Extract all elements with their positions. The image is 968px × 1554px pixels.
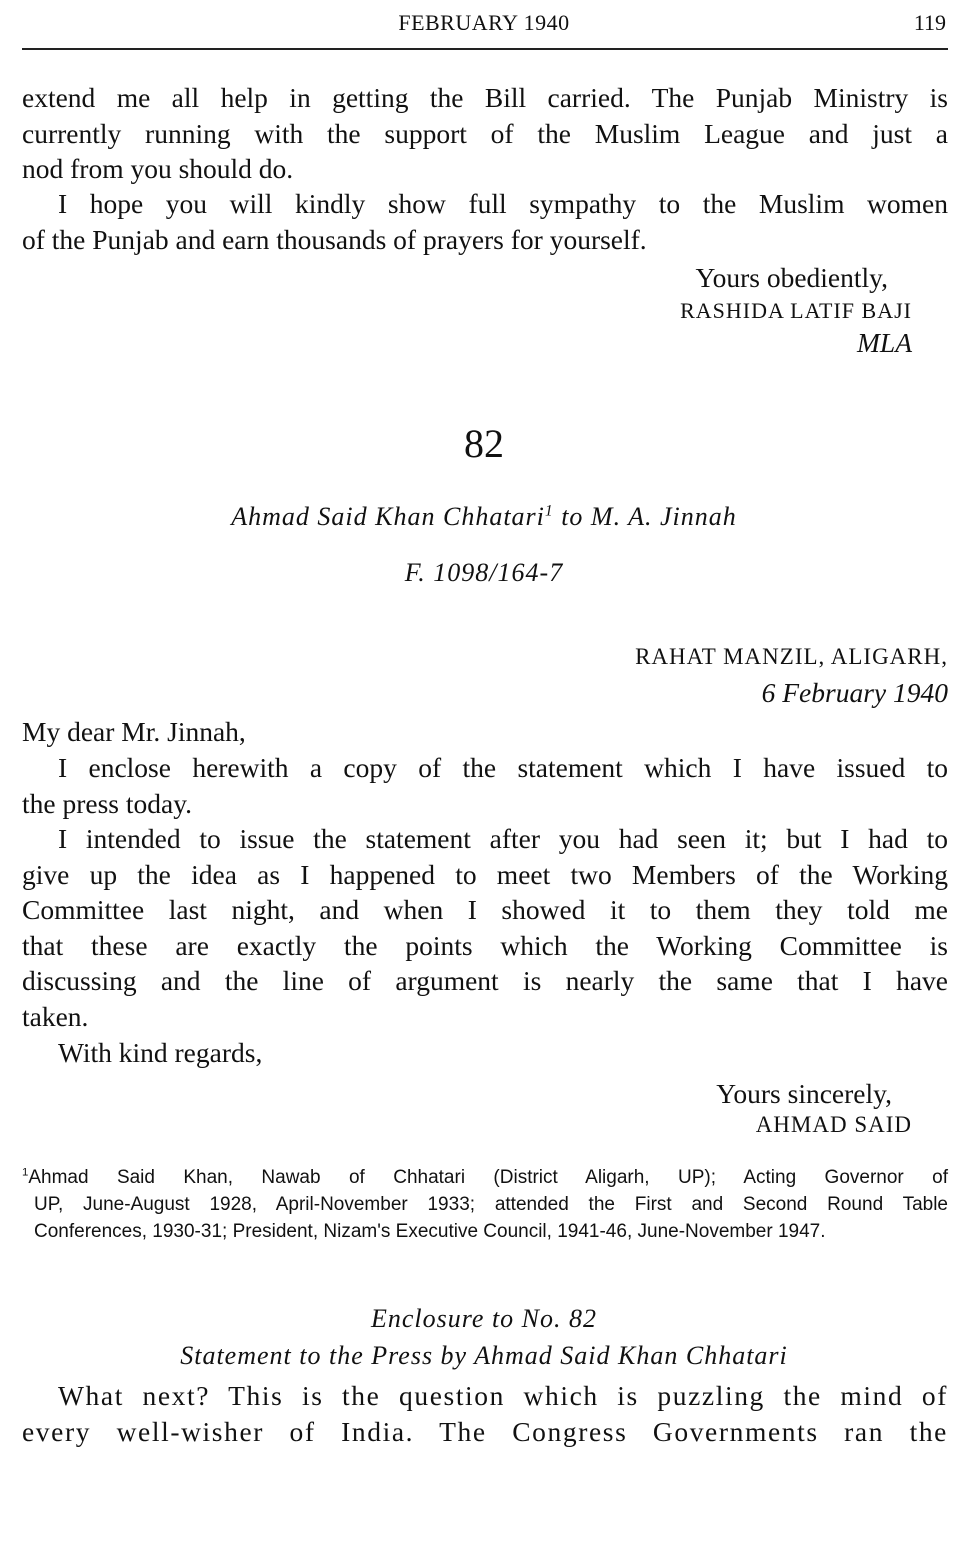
- text-line: Committee last night, and when I showed it to them they told me: [22, 894, 948, 925]
- file-reference: F. 1098/164-7: [404, 558, 564, 587]
- letter-heading-address: [635, 640, 948, 710]
- document-title-sender: Ahmad Said Khan Chhatari: [231, 502, 545, 531]
- letter-paragraph-1: [22, 750, 948, 821]
- salutation: [22, 714, 948, 750]
- text-line: give up the idea as I happened to meet two Members of the Working: [22, 858, 948, 890]
- prev-letter-signature: [680, 294, 912, 360]
- text-line: My dear Mr. Jinnah,: [22, 716, 246, 747]
- text-line: I hope you will kindly show full sympathy to the Muslim women: [58, 188, 948, 219]
- text-line: extend me all help in getting the Bill carried. The Punjab Ministry is: [22, 82, 948, 113]
- footnote: [22, 1164, 948, 1245]
- text-line: of the Punjab and earn thousands of prayers for yourself.: [22, 223, 647, 255]
- text-line: the press today.: [22, 787, 193, 819]
- text-line: that these are exactly the points which the Working Committee is: [22, 929, 948, 961]
- enclosure-subheading: Statement to the Press by Ahmad Said Khan Chhatari: [180, 1341, 788, 1370]
- document-title: [0, 502, 968, 532]
- text-line: discussing and the line of argument is nearly the same that I have: [22, 965, 948, 996]
- text-line: What next? This is the question which is puzzling the mind of: [58, 1380, 948, 1411]
- text-line: I intended to issue the statement after you had seen it; but I had to: [58, 823, 948, 854]
- running-head: [22, 6, 946, 40]
- document-title-recipient: to M. A. Jinnah: [553, 502, 737, 531]
- footnote-text: Ahmad Said Khan, Nawab of Chhatari (District Aligarh, UP); Acting Governor of: [28, 1167, 948, 1188]
- footnote-line: [22, 1164, 948, 1191]
- footnote-line: UP, June-August 1928, April-November 1933; attended the First and Second Round Table: [34, 1194, 948, 1215]
- letter-regards: [22, 1035, 948, 1071]
- text-line: nod from you should do.: [22, 153, 294, 184]
- text-line: taken.: [22, 1000, 89, 1032]
- text-line: With kind regards,: [58, 1037, 263, 1068]
- running-head-title: FEBRUARY 1940: [398, 10, 570, 35]
- signatory-name: AHMAD SAID: [755, 1112, 912, 1137]
- prev-letter-paragraph-1: [22, 80, 948, 187]
- letter-closing: [716, 1076, 892, 1111]
- footnote-marker: 1: [22, 1166, 29, 1179]
- page-number: 119: [913, 10, 946, 35]
- closing-text: Yours obediently,: [695, 262, 888, 293]
- prev-letter-closing: [695, 260, 888, 295]
- letter-paragraph-2: [22, 821, 948, 1034]
- enclosure-paragraph: [22, 1378, 948, 1449]
- letter-date: 6 February 1940: [761, 677, 948, 708]
- sender-address: RAHAT MANZIL, ALIGARH,: [635, 644, 948, 669]
- text-line: every well-wisher of India. The Congress Governments ran the: [22, 1415, 948, 1447]
- text-line: I enclose herewith a copy of the statement which I have issued to: [58, 752, 948, 783]
- letter-signature: [756, 1108, 912, 1141]
- enclosure-heading: Enclosure to No. 82: [370, 1304, 598, 1333]
- closing-text: Yours sincerely,: [716, 1078, 892, 1109]
- prev-letter-paragraph-2: [22, 186, 948, 257]
- signatory-name: RASHIDA LATIF BAJI: [680, 298, 912, 323]
- footnote-marker: 1: [544, 502, 554, 520]
- footnote-line: Conferences, 1930-31; President, Nizam's Executive Council, 1941-46, June-November 1947.: [34, 1221, 826, 1242]
- header-rule: [22, 48, 948, 50]
- text-line: currently running with the support of the Muslim League and just a: [22, 117, 948, 149]
- signatory-designation: MLA: [857, 327, 912, 358]
- document-number: 82: [464, 421, 504, 466]
